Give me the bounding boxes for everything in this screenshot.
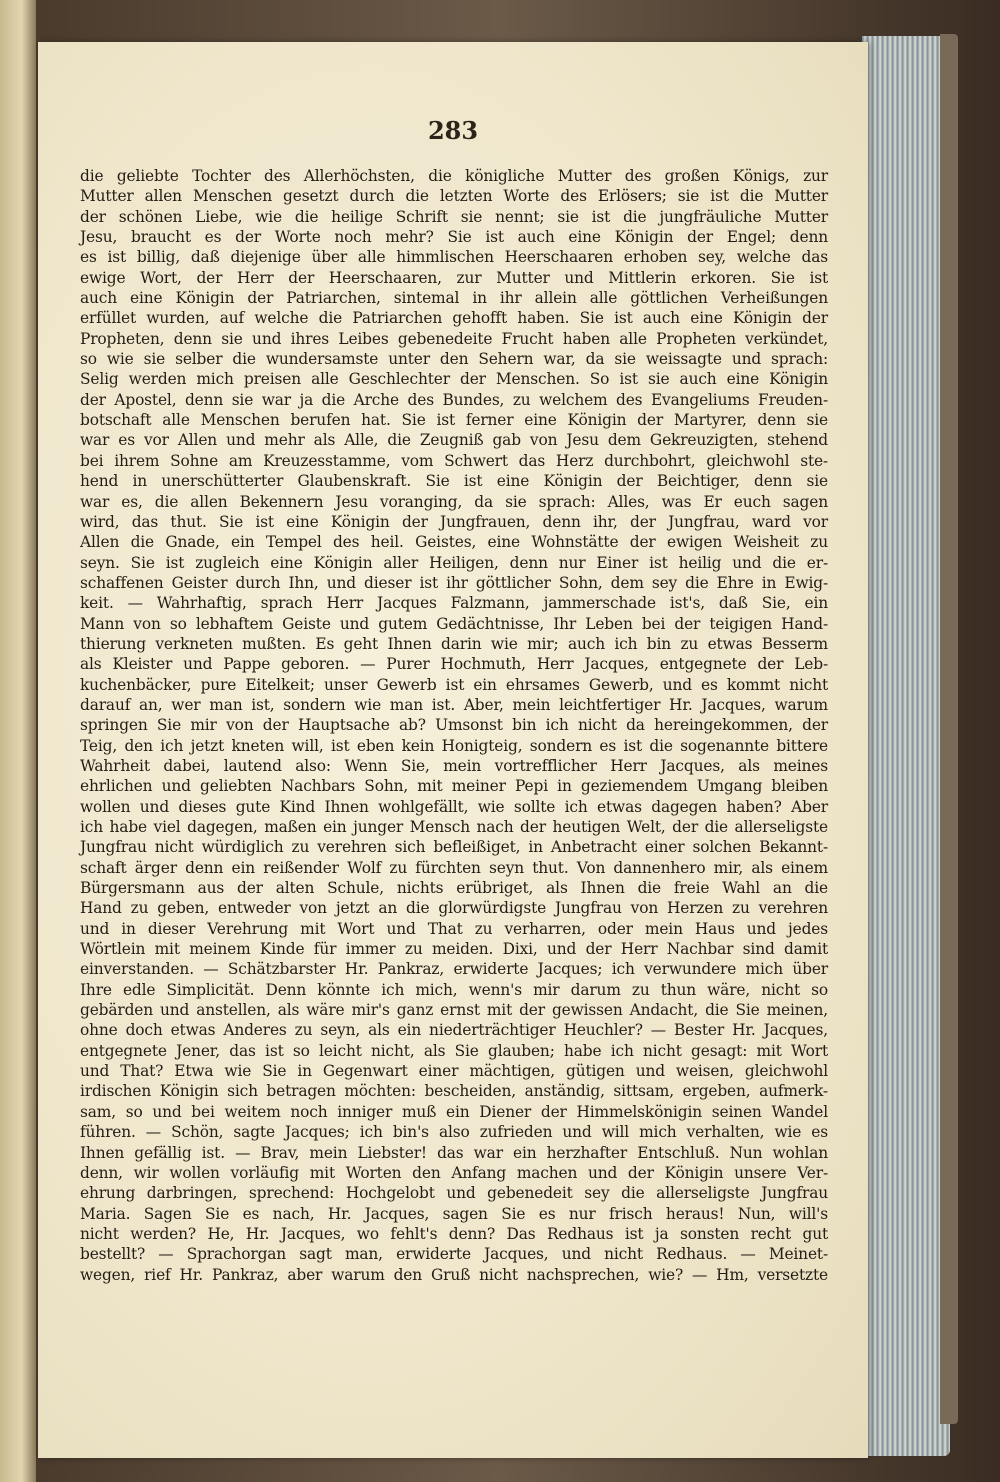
text-line: der Apostel, denn sie war ja die Arche des Bundes, zu welchem des Evangeliums Freuden- xyxy=(80,390,828,409)
text-line: Allen die Gnade, ein Tempel des heil. Geistes, eine Wohnstätte der ewigen Weisheit zu xyxy=(80,533,828,552)
text-line: irdischen Königin sich betragen möchten: bescheiden, anständig, sittsam, ergeben, aufmerk- xyxy=(80,1082,828,1101)
text-line: bestellt? — Sprachorgan sagt man, erwiderte Jacques, und nicht Redhaus. — Meinet- xyxy=(80,1245,828,1264)
text-line: Bürgersmann aus der alten Schule, nichts erübriget, als Ihnen die freie Wahl an die xyxy=(80,879,828,898)
text-line: die geliebte Tochter des Allerhöchsten, die königliche Mutter des großen Königs, zur xyxy=(80,167,828,185)
text-line: denn, wir wollen vorläufig mit Worten den Anfang machen und der Königin unsere Ver- xyxy=(80,1163,828,1182)
text-line: erfüllet wurden, auf welche die Patriarchen gehofft haben. Sie ist auch eine Königin der xyxy=(80,309,828,328)
text-line: schaffenen Geister durch Ihn, und dieser ist ihr göttlicher Sohn, dem sey die Ehre in Ewig- xyxy=(80,573,828,592)
text-line: ehrlichen und geliebten Nachbars Sohn, mit meiner Pepi in geziemendem Umgang bleiben xyxy=(80,777,828,796)
text-line: und in dieser Verehrung mit Wort und That zu verharren, oder mein Haus und jedes xyxy=(80,919,828,938)
text-line: keit. — Wahrhaftig, sprach Herr Jacques Falzmann, jammerschade ist's, daß Sie, ein xyxy=(80,594,828,613)
text-line: hend in unerschütterter Glaubenskraft. Sie ist eine Königin der Beichtiger, denn sie xyxy=(80,472,828,491)
text-line: ohne doch etwas Anderes zu seyn, als ein niederträchtiger Heuchler? — Bester Hr. Jacques, xyxy=(80,1021,828,1040)
book-page xyxy=(38,42,868,1458)
facing-page-edge xyxy=(0,0,36,1482)
text-line: Teig, den ich jetzt kneten will, ist eben kein Honigteig, sondern es ist die sogenannte bittere xyxy=(80,736,828,755)
text-line: als Kleister und Pappe geboren. — Purer Hochmuth, Herr Jacques, entgegnete der Leb- xyxy=(80,655,828,674)
text-line: Hand zu geben, entweder von jetzt an die glorwürdigste Jungfrau von Herzen zu verehren xyxy=(80,899,828,918)
text-line: auch eine Königin der Patriarchen, sintemal in ihr allein alle göttlichen Verheißungen xyxy=(80,289,828,308)
text-line: springen Sie mir von der Hauptsache ab? Umsonst bin ich nicht da hereingekommen, der xyxy=(80,716,828,735)
text-line: Mann von so lebhaftem Geiste und gutem Gedächtnisse, Ihr Leben bei der teigigen Hand- xyxy=(80,614,828,633)
text-line: der schönen Liebe, wie die heilige Schrift sie nennt; sie ist die jungfräuliche Mutter xyxy=(80,207,828,226)
text-line: seyn. Sie ist zugleich eine Königin aller Heiligen, denn nur Einer ist heilig und die er- xyxy=(80,553,828,572)
text-line: Propheten, denn sie und ihres Leibes gebenedeite Frucht haben alle Propheten verkündet, xyxy=(80,329,828,348)
text-line: bei ihrem Sohne am Kreuzesstamme, vom Schwert das Herz durchbohrt, gleichwohl ste- xyxy=(80,451,828,470)
text-line: wird, das thut. Sie ist eine Königin der Jungfrauen, denn ihr, der Jungfrau, ward vor xyxy=(80,512,828,531)
text-line: wollen und dieses gute Kind Ihnen wohlgefällt, wie sollte ich etwas dagegen haben? Aber xyxy=(80,797,828,816)
text-line: thierung verkneten mußten. Es geht Ihnen darin wie mir; auch ich bin zu etwas Besserm xyxy=(80,634,828,653)
page-number: 283 xyxy=(427,116,479,145)
text-line: Mutter allen Menschen gesetzt durch die letzten Worte des Erlösers; sie ist die Mutter xyxy=(80,187,828,206)
text-line: entgegnete Jener, das ist so leicht nicht, als Sie glauben; habe ich nicht gesagt: mit Wort xyxy=(80,1041,828,1060)
text-line: ehrung darbringen, sprechend: Hochgelobt und gebenedeit sey die allerseligste Jungfrau xyxy=(80,1184,828,1203)
text-line: gebärden und anstellen, als wäre mir's ganz ernst mit der gewissen Andacht, die Sie meinen, xyxy=(80,1001,828,1020)
text-line: Wörtlein mit meinem Kinde für immer zu meiden. Dixi, und der Herr Nachbar sind damit xyxy=(80,940,828,959)
text-line: Ihnen gefällig ist. — Brav, mein Liebster! das war ein herzhafter Entschluß. Nun wohlan xyxy=(80,1143,828,1162)
text-line: botschaft alle Menschen berufen hat. Sie ist ferner eine Königin der Martyrer, denn sie xyxy=(80,411,828,430)
text-line: war es, die allen Bekennern Jesu voranging, da sie sprach: Alles, was Er euch sagen xyxy=(80,492,828,511)
text-line: Ihre edle Simplicität. Denn könnte ich mich, wenn's mir darum zu thun wäre, nicht so xyxy=(80,980,828,999)
text-line: einverstanden. — Schätzbarster Hr. Pankraz, erwiderte Jacques; ich verwundere mich über xyxy=(80,960,828,979)
text-line: führen. — Schön, sagte Jacques; ich bin's also zufrieden und will mich verhalten, wie es xyxy=(80,1123,828,1142)
text-line: war es vor Allen und mehr als Alle, die Zeugniß gab von Jesu dem Gekreuzigten, stehend xyxy=(80,431,828,450)
text-line: ewige Wort, der Herr der Heerschaaren, zur Mutter und Mittlerin erkoren. Sie ist xyxy=(80,268,828,287)
text-line: und That? Etwa wie Sie in Gegenwart einer mächtigen, gütigen und weisen, gleichwohl xyxy=(80,1062,828,1081)
text-line: schaft ärger denn ein reißender Wolf zu fürchten seyn thut. Von dannenhero mir, als einem xyxy=(80,858,828,877)
text-line: kuchenbäcker, pure Eitelkeit; unser Gewerb ist ein ehrsames Gewerb, und es kommt nicht xyxy=(80,675,828,694)
text-line: Wahrheit dabei, lautend also: Wenn Sie, mein vortrefflicher Herr Jacques, als meines xyxy=(80,756,828,775)
text-line: wegen, rief Hr. Pankraz, aber warum den Gruß nicht nachsprechen, wie? — Hm, versetzte xyxy=(80,1265,828,1284)
text-line: darauf an, wer man ist, sondern wie man ist. Aber, mein leichtfertiger Hr. Jacques, warum xyxy=(80,695,828,714)
text-line: nicht werden? He, Hr. Jacques, wo fehlt's denn? Das Redhaus ist ja sonsten recht gut xyxy=(80,1224,828,1243)
text-line: es ist billig, daß diejenige über alle himmlischen Heerschaaren erhoben sey, welche das xyxy=(80,248,828,267)
text-line: ich habe viel dagegen, maßen ein junger Mensch nach der heutigen Welt, der die allerseligste xyxy=(80,818,828,836)
body-text xyxy=(80,166,828,1285)
text-line: sam, so und bei weitem noch inniger muß ein Diener der Himmelskönigin seinen Wandel xyxy=(80,1102,828,1121)
text-line: Maria. Sagen Sie es nach, Hr. Jacques, sagen Sie es nur frisch heraus! Nun, will's xyxy=(80,1204,828,1223)
page-stack-edge xyxy=(862,36,950,1456)
text-line: Jesu, braucht es der Worte noch mehr? Sie ist auch eine Königin der Engel; denn xyxy=(80,228,828,247)
text-line: so wie sie selber die wundersamste unter den Sehern war, da sie weissagte und sprach: xyxy=(80,350,828,369)
text-line: Jungfrau nicht würdiglich zu verehren sich befleißiget, in Anbetracht einer solchen Bekannt- xyxy=(80,838,828,857)
text-line: Selig werden mich preisen alle Geschlechter der Menschen. So ist sie auch eine Königin xyxy=(80,370,828,389)
book-cover-edge xyxy=(940,34,958,1424)
